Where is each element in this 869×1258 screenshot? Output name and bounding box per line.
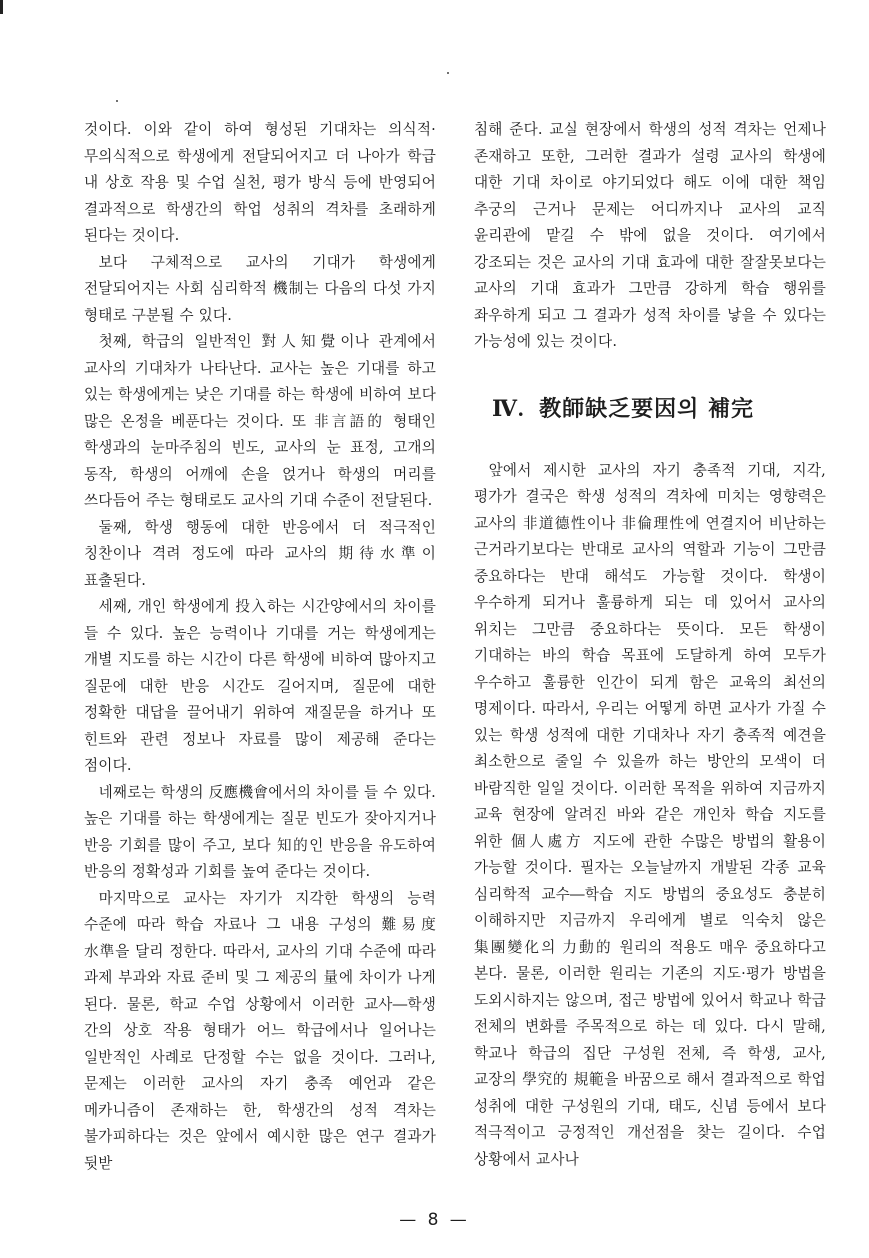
body-paragraph: 세째, 개인 학생에게 投入하는 시간양에서의 차이를 들 수 있다. 높은 능력이나 기대를 거는 학생에게는 개별 지도를 하는 시간이 다른 학생에 비하여 많아지고 질문에 대한 반응 시간도 길어지며, 질문에 대한 정확한 대답을 끌어내기 위하여 재질문을 하거나 또 힌트와 관련 정보나 자료를 많이 제공해 준다는 점이다. xyxy=(84,598,436,774)
body-paragraph: 네째로는 학생의 反應機會에서의 차이를 들 수 있다. 높은 기대를 하는 학생에게는 질문 빈도가 잦아지거나 반응 기회를 많이 주고, 보다 知的인 반응을 유도하여 반응의 정확성과 기회를 높여 준다는 것이다. xyxy=(84,783,436,880)
left-column xyxy=(84,117,436,1177)
section-heading xyxy=(492,394,826,424)
scan-speck xyxy=(116,100,118,102)
scan-edge-mark xyxy=(0,0,3,14)
body-paragraph: 마지막으로 교사는 자기가 지각한 학생의 능력 수준에 따라 학습 자료나 그 내용 구성의 難易度 水準을 달리 정한다. 따라서, 교사의 기대 수준에 따라 과제 부과와 자료 준비 및 그 제공의 量에 차이가 나게 된다. 물론, 학교 수업 상황에서 이러한 교사―학생 간의 상호 작용 형태가 어느 학급에서나 일어나는 일반적인 사례로 단정할 수는 없을 것이다. 그러나, 문제는 이러한 교사의 자기 충족 예언과 같은 메카니즘이 존재하는 한, 학생간의 성적 격차는 불가피하다는 것은 앞에서 예시한 많은 연구 결과가 뒷받 xyxy=(84,889,436,1172)
body-paragraph: 첫째, 학급의 일반적인 對人知覺이나 관계에서 교사의 기대차가 나타난다. 교사는 높은 기대를 하고 있는 학생에게는 낮은 기대를 하는 학생에 비하여 보다 많은 온정을 베푼다는 것이다. 또 非言語的 형태인 학생과의 눈마주침의 빈도, 교사의 눈 표정, 고개의 동작, 학생의 어깨에 손을 얹거나 학생의 머리를 쓰다듬어 주는 형태로도 교사의 기대 수준이 전달된다. xyxy=(84,333,436,509)
scan-speck xyxy=(447,72,449,74)
section-title: 教師缺乏要因의 補完 xyxy=(539,395,755,422)
right-column xyxy=(474,117,826,1173)
body-paragraph: 둘째, 학생 행동에 대한 반응에서 더 적극적인 칭찬이나 격려 정도에 따라 교사의 期待水準이 표출된다. xyxy=(84,518,436,589)
body-paragraph: 앞에서 제시한 교사의 자기 충족적 기대, 지각, 평가가 결국은 학생 성적의 격차에 미치는 영향력은 교사의 非道德性이나 非倫理性에 연결지어 비난하는 근거라기보다는 반대로 교사의 역할과 기능이 그만큼 중요하다는 반대 해석도 가능할 것이다. 학생이 우수하게 되거나 훌륭하게 되는 데 있어서 교사의 위치는 그만큼 중요하다는 뜻이다. 모든 학생이 기대하는 바의 학습 목표에 도달하게 하여 모두가 우수하고 훌륭한 인간이 되게 함은 교육의 최선의 명제이다. 따라서, 우리는 어떻게 하면 교사가 가질 수 있는 학생 성적에 대한 기대차나 자기 충족적 예견을 최소한으로 줄일 수 있을까 하는 방안의 모색이 더 바람직한 일일 것이다. 이러한 목적을 위하여 지금까지 교육 현장에 알려진 바와 같은 개인차 학습 지도를 위한 個人處方 지도에 관한 수많은 방법의 활용이 가능할 것이다. 필자는 오늘날까지 개발된 각종 교육 심리학적 교수―학습 지도 방법의 중요성도 충분히 이해하지만 지금까지 우리에게 별로 익숙치 않은 集團變化의 力動的 원리의 적용도 매우 중요하다고 본다. 물론, 이러한 원리는 기존의 지도·평가 방법을 도외시하지는 않으며, 접근 방법에 있어서 학교나 학급 전체의 변화를 주목적으로 하는 데 있다. 다시 말해, 학교나 학급의 집단 구성원 전체, 즉 학생, 교사, 교장의 學究的 規範을 바꿈으로 해서 결과적으로 학업 성취에 대한 구성원의 기대, 태도, 신념 등에서 보다 적극적이고 긍정적인 개선점을 찾는 길이다. 수업 상황에서 교사나 xyxy=(474,461,826,1168)
body-paragraph: 보다 구체적으로 교사의 기대가 학생에게 전달되어지는 사회 심리학적 機制는 다음의 다섯 가지 형태로 구분될 수 있다. xyxy=(84,253,436,324)
body-paragraph: 침해 준다. 교실 현장에서 학생의 성적 격차는 언제나 존재하고 또한, 그러한 결과가 설령 교사의 학생에 대한 기대 차이로 야기되었다 해도 이에 대한 책임 추궁의 근거나 문제는 어디까지나 교사의 교직 윤리관에 맡길 수 밖에 없을 것이다. 여기에서 강조되는 것은 교사의 기대 효과에 대한 잘잘못보다는 교사의 기대 효과가 그만큼 강하게 학습 행위를 좌우하게 되고 그 결과가 성적 차이를 낳을 수 있다는 가능성에 있는 것이다. xyxy=(474,121,826,350)
section-number: Ⅳ. xyxy=(492,395,525,421)
body-paragraph: 것이다. 이와 같이 하여 형성된 기대차는 의식적·무의식적으로 학생에게 전달되어지고 더 나아가 학급 내 상호 작용 및 수업 실천, 평가 방식 등에 반영되어 결과적으로 학생간의 학업 성취의 격차를 초래하게 된다는 것이다. xyxy=(84,121,436,244)
page-number: — 8 — xyxy=(399,1210,470,1230)
